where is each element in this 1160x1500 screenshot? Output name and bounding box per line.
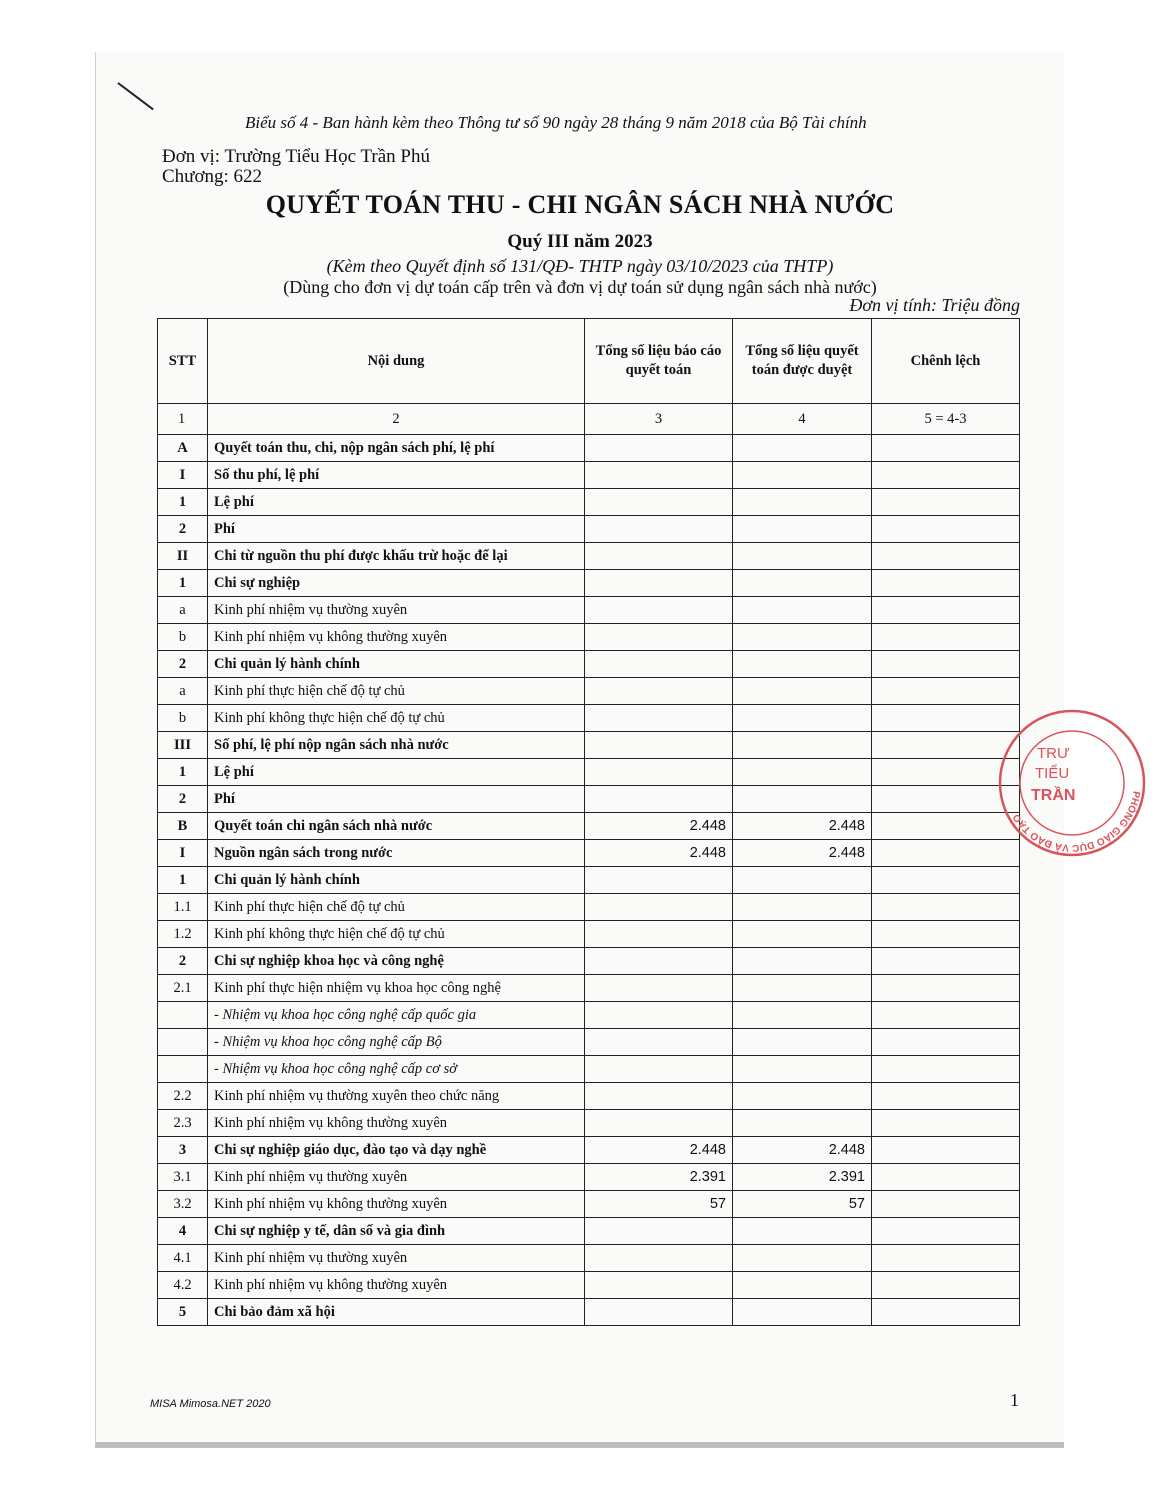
row-stt: 4	[158, 1218, 208, 1245]
row-reported-value	[585, 975, 733, 1002]
row-reported-value	[585, 624, 733, 651]
row-content: Nguồn ngân sách trong nước	[208, 840, 585, 867]
table-row	[158, 732, 1020, 759]
row-difference-value	[872, 597, 1020, 624]
table-row	[158, 975, 1020, 1002]
header-stt: STT	[158, 319, 208, 404]
row-reported-value	[585, 948, 733, 975]
row-approved-value	[733, 489, 872, 516]
row-stt: III	[158, 732, 208, 759]
row-approved-value	[733, 921, 872, 948]
row-stt: I	[158, 462, 208, 489]
row-stt: 1.2	[158, 921, 208, 948]
row-difference-value	[872, 543, 1020, 570]
row-approved-value	[733, 435, 872, 462]
row-stt: 4.1	[158, 1245, 208, 1272]
row-content: Lệ phí	[208, 489, 585, 516]
row-reported-value: 2.391	[585, 1164, 733, 1191]
row-reported-value	[585, 1245, 733, 1272]
row-content: Kinh phí không thực hiện chế độ tự chủ	[208, 921, 585, 948]
row-stt: 3.1	[158, 1164, 208, 1191]
row-approved-value	[733, 1002, 872, 1029]
table-row	[158, 435, 1020, 462]
row-approved-value: 2.448	[733, 1137, 872, 1164]
row-difference-value	[872, 1137, 1020, 1164]
row-stt: I	[158, 840, 208, 867]
row-difference-value	[872, 1029, 1020, 1056]
official-seal	[997, 708, 1147, 858]
row-reported-value	[585, 732, 733, 759]
table-row	[158, 1083, 1020, 1110]
row-stt: A	[158, 435, 208, 462]
table-row	[158, 489, 1020, 516]
row-content: Số phí, lệ phí nộp ngân sách nhà nước	[208, 732, 585, 759]
currency-unit: Đơn vị tính: Triệu đồng	[849, 295, 1020, 315]
row-content: Chi sự nghiệp y tế, dân số và gia đình	[208, 1218, 585, 1245]
index-cell: 4	[733, 404, 872, 435]
row-approved-value	[733, 786, 872, 813]
row-reported-value	[585, 678, 733, 705]
report-period: Quý III năm 2023	[507, 231, 653, 252]
row-approved-value	[733, 1056, 872, 1083]
row-reported-value	[585, 651, 733, 678]
row-reported-value	[585, 894, 733, 921]
row-stt: B	[158, 813, 208, 840]
row-reported-value	[585, 1002, 733, 1029]
row-content: Phí	[208, 516, 585, 543]
row-approved-value	[733, 516, 872, 543]
row-reported-value	[585, 705, 733, 732]
row-difference-value	[872, 1191, 1020, 1218]
table-row	[158, 516, 1020, 543]
header-approved: Tổng số liệu quyết toán được duyệt	[733, 319, 872, 404]
index-cell: 1	[158, 404, 208, 435]
row-stt: 2	[158, 786, 208, 813]
row-reported-value	[585, 462, 733, 489]
row-reported-value	[585, 543, 733, 570]
row-approved-value	[733, 705, 872, 732]
row-difference-value	[872, 570, 1020, 597]
table-row	[158, 1218, 1020, 1245]
row-content: - Nhiệm vụ khoa học công nghệ cấp cơ sở	[208, 1056, 585, 1083]
table-row	[158, 1029, 1020, 1056]
row-stt: 1	[158, 867, 208, 894]
table-row	[158, 1245, 1020, 1272]
row-content: Kinh phí thực hiện chế độ tự chủ	[208, 678, 585, 705]
row-difference-value	[872, 516, 1020, 543]
table-row	[158, 651, 1020, 678]
table-row	[158, 705, 1020, 732]
row-stt: 3.2	[158, 1191, 208, 1218]
row-stt: 1	[158, 759, 208, 786]
header-reported: Tổng số liệu báo cáo quyết toán	[585, 319, 733, 404]
row-content: Kinh phí thực hiện chế độ tự chủ	[208, 894, 585, 921]
table-row	[158, 1002, 1020, 1029]
table-row	[158, 840, 1020, 867]
row-stt: b	[158, 624, 208, 651]
row-stt: a	[158, 597, 208, 624]
row-reported-value	[585, 759, 733, 786]
row-content: Kinh phí nhiệm vụ thường xuyên	[208, 1245, 585, 1272]
row-stt: 2	[158, 948, 208, 975]
table-row	[158, 543, 1020, 570]
row-difference-value	[872, 435, 1020, 462]
row-difference-value	[872, 1083, 1020, 1110]
row-difference-value	[872, 489, 1020, 516]
report-title: QUYẾT TOÁN THU - CHI NGÂN SÁCH NHÀ NƯỚC	[265, 190, 895, 219]
row-content: Kinh phí nhiệm vụ không thường xuyên	[208, 624, 585, 651]
row-difference-value	[872, 1218, 1020, 1245]
row-difference-value	[872, 1110, 1020, 1137]
row-content: - Nhiệm vụ khoa học công nghệ cấp quốc gia	[208, 1002, 585, 1029]
row-stt: 1	[158, 489, 208, 516]
row-approved-value	[733, 678, 872, 705]
row-difference-value	[872, 1299, 1020, 1326]
row-approved-value	[733, 570, 872, 597]
row-difference-value	[872, 894, 1020, 921]
table-body	[158, 435, 1020, 1326]
regulation-subtitle: Biểu số 4 - Ban hành kèm theo Thông tư số 90 ngày 28 tháng 9 năm 2018 của Bộ Tài chính	[245, 113, 867, 132]
row-stt	[158, 1029, 208, 1056]
row-content: Chi từ nguồn thu phí được khấu trừ hoặc để lại	[208, 543, 585, 570]
table-row	[158, 462, 1020, 489]
row-approved-value	[733, 1272, 872, 1299]
row-reported-value	[585, 489, 733, 516]
row-stt: 1	[158, 570, 208, 597]
software-brand: MISA Mimosa.NET 2020	[150, 1398, 271, 1410]
row-content: Phí	[208, 786, 585, 813]
index-cell: 3	[585, 404, 733, 435]
row-stt: 2	[158, 516, 208, 543]
row-content: Kinh phí nhiệm vụ thường xuyên theo chức năng	[208, 1083, 585, 1110]
row-stt	[158, 1002, 208, 1029]
table-row	[158, 867, 1020, 894]
row-reported-value: 2.448	[585, 813, 733, 840]
table-row	[158, 786, 1020, 813]
row-stt: 5	[158, 1299, 208, 1326]
row-reported-value	[585, 867, 733, 894]
row-stt: 3	[158, 1137, 208, 1164]
row-content: Kinh phí không thực hiện chế độ tự chủ	[208, 705, 585, 732]
table-row	[158, 1056, 1020, 1083]
row-difference-value	[872, 867, 1020, 894]
table-row	[158, 948, 1020, 975]
row-approved-value	[733, 948, 872, 975]
row-content: Chi bảo đảm xã hội	[208, 1299, 585, 1326]
row-approved-value	[733, 651, 872, 678]
row-content: Quyết toán thu, chi, nộp ngân sách phí, lệ phí	[208, 435, 585, 462]
svg-text:TRƯ: TRƯ	[1037, 745, 1070, 762]
row-stt: 1.1	[158, 894, 208, 921]
row-approved-value	[733, 1083, 872, 1110]
row-content: Kinh phí nhiệm vụ thường xuyên	[208, 597, 585, 624]
svg-text:PHÒNG GIÁO DỤC VÀ ĐÀO TẠO: PHÒNG GIÁO DỤC VÀ ĐÀO TẠO	[1011, 790, 1142, 854]
table-header-row	[158, 319, 1020, 404]
row-content: Quyết toán chi ngân sách nhà nước	[208, 813, 585, 840]
table-row	[158, 1299, 1020, 1326]
table-row	[158, 570, 1020, 597]
row-reported-value	[585, 1272, 733, 1299]
row-approved-value: 2.448	[733, 813, 872, 840]
unit-name: Đơn vị: Trường Tiểu Học Trần Phú	[162, 146, 430, 167]
row-reported-value: 2.448	[585, 1137, 733, 1164]
row-difference-value	[872, 678, 1020, 705]
chapter-code: Chương: 622	[162, 166, 263, 187]
row-approved-value	[733, 597, 872, 624]
table-row	[158, 921, 1020, 948]
row-content: Số thu phí, lệ phí	[208, 462, 585, 489]
table-row	[158, 1164, 1020, 1191]
table-row	[158, 1191, 1020, 1218]
table-row	[158, 1110, 1020, 1137]
row-reported-value	[585, 597, 733, 624]
row-difference-value	[872, 1056, 1020, 1083]
row-stt: II	[158, 543, 208, 570]
row-difference-value	[872, 1245, 1020, 1272]
row-approved-value: 2.448	[733, 840, 872, 867]
index-cell: 5 = 4-3	[872, 404, 1020, 435]
row-approved-value	[733, 1245, 872, 1272]
row-reported-value	[585, 1083, 733, 1110]
row-content: Kinh phí nhiệm vụ không thường xuyên	[208, 1110, 585, 1137]
row-content: Chi sự nghiệp khoa học và công nghệ	[208, 948, 585, 975]
table-row	[158, 597, 1020, 624]
usage-note: (Dùng cho đơn vị dự toán cấp trên và đơn vị dự toán sử dụng ngân sách nhà nước)	[283, 277, 877, 297]
row-approved-value	[733, 759, 872, 786]
row-stt: 2.2	[158, 1083, 208, 1110]
row-reported-value: 2.448	[585, 840, 733, 867]
row-approved-value	[733, 1110, 872, 1137]
row-reported-value	[585, 570, 733, 597]
row-reported-value	[585, 435, 733, 462]
row-approved-value: 2.391	[733, 1164, 872, 1191]
row-approved-value	[733, 894, 872, 921]
row-content: Chi sự nghiệp	[208, 570, 585, 597]
row-reported-value	[585, 1299, 733, 1326]
svg-text:TRẦN: TRẦN	[1031, 787, 1076, 804]
row-difference-value	[872, 921, 1020, 948]
row-stt: 4.2	[158, 1272, 208, 1299]
decision-reference: (Kèm theo Quyết định số 131/QĐ- THTP ngày 03/10/2023 của THTP)	[326, 256, 834, 276]
row-reported-value: 57	[585, 1191, 733, 1218]
column-index-row	[158, 404, 1020, 435]
index-cell: 2	[208, 404, 585, 435]
row-difference-value	[872, 651, 1020, 678]
row-difference-value	[872, 462, 1020, 489]
table-row	[158, 1137, 1020, 1164]
row-difference-value	[872, 1272, 1020, 1299]
row-content: Chi quản lý hành chính	[208, 651, 585, 678]
row-stt	[158, 1056, 208, 1083]
row-reported-value	[585, 1029, 733, 1056]
row-stt: 2.3	[158, 1110, 208, 1137]
row-difference-value	[872, 975, 1020, 1002]
row-stt: b	[158, 705, 208, 732]
row-reported-value	[585, 1218, 733, 1245]
row-content: Kinh phí nhiệm vụ không thường xuyên	[208, 1272, 585, 1299]
row-content: Chi sự nghiệp giáo dục, đào tạo và dạy nghề	[208, 1137, 585, 1164]
row-approved-value	[733, 732, 872, 759]
row-approved-value	[733, 543, 872, 570]
settlement-table	[157, 318, 1020, 1326]
row-reported-value	[585, 1110, 733, 1137]
row-stt: a	[158, 678, 208, 705]
row-reported-value	[585, 1056, 733, 1083]
table-row	[158, 678, 1020, 705]
row-stt: 2.1	[158, 975, 208, 1002]
row-content: Chi quản lý hành chính	[208, 867, 585, 894]
row-difference-value	[872, 1002, 1020, 1029]
row-approved-value	[733, 1218, 872, 1245]
table-row	[158, 759, 1020, 786]
row-difference-value	[872, 1164, 1020, 1191]
row-content: Lệ phí	[208, 759, 585, 786]
row-content: Kinh phí nhiệm vụ không thường xuyên	[208, 1191, 585, 1218]
row-content: - Nhiệm vụ khoa học công nghệ cấp Bộ	[208, 1029, 585, 1056]
svg-text:TIỂU: TIỂU	[1035, 765, 1070, 782]
page-number: 1	[1010, 1390, 1019, 1410]
row-approved-value	[733, 462, 872, 489]
table-row	[158, 813, 1020, 840]
row-approved-value	[733, 867, 872, 894]
header-content: Nội dung	[208, 319, 585, 404]
row-reported-value	[585, 921, 733, 948]
row-approved-value	[733, 1029, 872, 1056]
row-approved-value: 57	[733, 1191, 872, 1218]
table-row	[158, 624, 1020, 651]
row-reported-value	[585, 516, 733, 543]
row-stt: 2	[158, 651, 208, 678]
row-approved-value	[733, 624, 872, 651]
row-content: Kinh phí nhiệm vụ thường xuyên	[208, 1164, 585, 1191]
header-difference: Chênh lệch	[872, 319, 1020, 404]
row-approved-value	[733, 975, 872, 1002]
table-row	[158, 894, 1020, 921]
row-reported-value	[585, 786, 733, 813]
row-difference-value	[872, 624, 1020, 651]
table-row	[158, 1272, 1020, 1299]
row-difference-value	[872, 948, 1020, 975]
row-content: Kinh phí thực hiện nhiệm vụ khoa học công nghệ	[208, 975, 585, 1002]
row-approved-value	[733, 1299, 872, 1326]
